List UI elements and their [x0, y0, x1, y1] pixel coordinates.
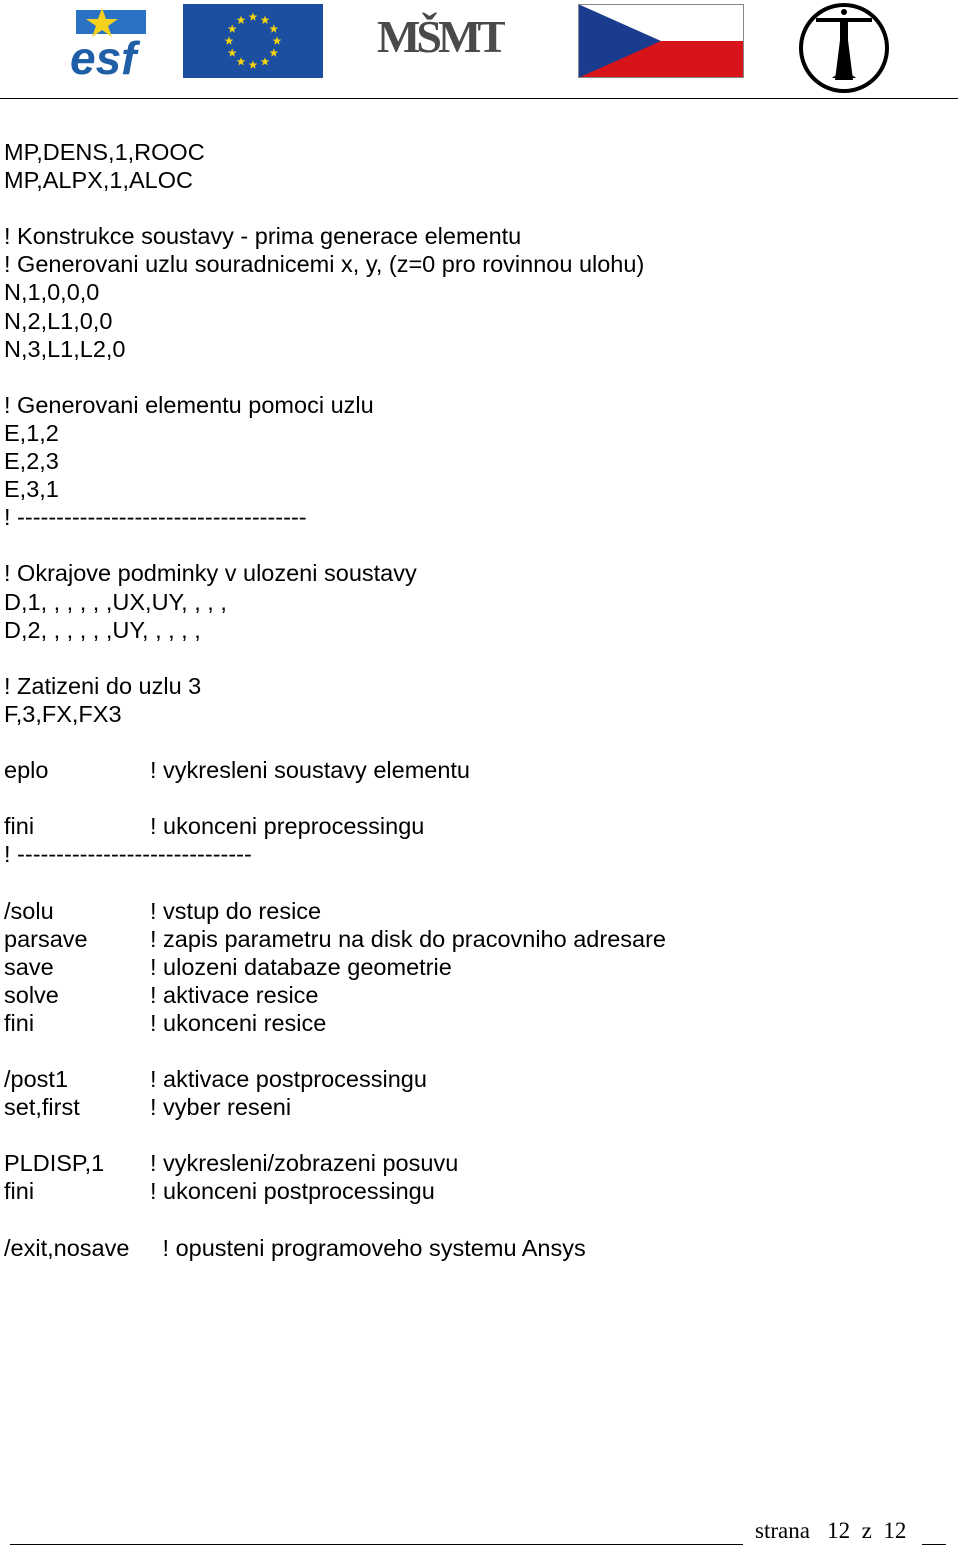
header-rule [0, 98, 958, 99]
page-current: 12 [827, 1518, 851, 1543]
code-comment: ! vykresleni/zobrazeni posuvu [150, 1150, 459, 1177]
code-comment: ! aktivace resice [150, 981, 319, 1008]
code-line [4, 363, 944, 391]
code-line [4, 531, 944, 559]
code-command: solve [4, 981, 59, 1008]
msmt-logo [375, 4, 505, 70]
code-line [4, 1206, 944, 1234]
code-line [4, 1037, 944, 1065]
page-total: 12 [883, 1518, 907, 1543]
code-comment: ! vstup do resice [150, 897, 322, 924]
code-line: N,2,L1,0,0 [4, 307, 113, 334]
code-command: fini [4, 813, 35, 840]
code-line [4, 1093, 944, 1121]
code-line [4, 981, 944, 1009]
footer-rule [10, 1544, 743, 1545]
code-line: E,1,2 [4, 419, 59, 446]
svg-text:MŠMT: MŠMT [377, 11, 505, 62]
code-command: fini [4, 1178, 35, 1205]
footer-rule-short [922, 1544, 946, 1545]
code-line: N,1,0,0,0 [4, 279, 100, 306]
page-of: z [861, 1518, 872, 1543]
code-command: fini [4, 1009, 35, 1036]
code-line [4, 644, 944, 672]
code-line: E,3,1 [4, 476, 59, 503]
code-line: ! ------------------------------------- [4, 504, 307, 531]
code-command: eplo [4, 757, 49, 784]
code-comment: ! aktivace postprocessingu [150, 1066, 427, 1093]
code-line: F,3,FX,FX3 [4, 700, 122, 727]
code-line [4, 925, 944, 953]
code-line: ! Konstrukce soustavy - prima generace elementu [4, 223, 522, 250]
code-command: parsave [4, 925, 88, 952]
university-logo [798, 2, 890, 94]
code-line [4, 1121, 944, 1149]
code-command: save [4, 953, 54, 980]
code-comment: ! vyber reseni [150, 1094, 292, 1121]
esf-logo [66, 4, 174, 78]
code-command: /solu [4, 897, 54, 924]
code-command: /exit,nosave [4, 1234, 130, 1261]
code-line [4, 868, 944, 896]
code-line: N,3,L1,L2,0 [4, 335, 126, 362]
code-line: MP,ALPX,1,ALOC [4, 167, 193, 194]
code-command: set,first [4, 1094, 80, 1121]
code-line: D,2, , , , , ,UY, , , , , [4, 616, 201, 643]
code-line: D,1, , , , , ,UX,UY, , , , [4, 588, 227, 615]
code-line [4, 1177, 944, 1205]
code-comment: ! zapis parametru na disk do pracovniho adresare [150, 925, 666, 952]
czech-flag-logo [578, 4, 744, 78]
code-line [4, 1149, 944, 1177]
code-line: ! ------------------------------ [4, 841, 252, 868]
code-comment: ! ukonceni resice [150, 1009, 327, 1036]
svg-text:esf: esf [70, 32, 137, 78]
code-line [4, 1234, 944, 1262]
code-command: PLDISP,1 [4, 1150, 105, 1177]
code-command: /post1 [4, 1066, 69, 1093]
code-line [4, 812, 944, 840]
page-number [755, 1518, 906, 1544]
code-comment: ! ukonceni preprocessingu [150, 813, 425, 840]
page-label: strana [755, 1518, 810, 1543]
code-line: MP,DENS,1,ROOC [4, 139, 205, 165]
code-line: ! Generovani uzlu souradnicemi x, y, (z=0 pro rovinnou ulohu) [4, 251, 645, 278]
code-comment: ! opusteni programoveho systemu Ansys [156, 1234, 586, 1261]
code-comment: ! ulozeni databaze geometrie [150, 953, 452, 980]
code-line [4, 1065, 944, 1093]
code-line [4, 784, 944, 812]
code-line [4, 897, 944, 925]
code-line [4, 1009, 944, 1037]
code-line: ! Generovani elementu pomoci uzlu [4, 391, 374, 418]
code-line [4, 756, 944, 784]
eu-flag-logo [183, 4, 323, 78]
code-line: E,2,3 [4, 448, 59, 475]
code-line [4, 194, 944, 222]
code-comment: ! vykresleni soustavy elementu [150, 757, 471, 784]
ansys-code-listing [4, 138, 944, 1262]
code-line [4, 728, 944, 756]
code-line [4, 953, 944, 981]
code-comment: ! ukonceni postprocessingu [150, 1178, 435, 1205]
code-line: ! Okrajove podminky v ulozeni soustavy [4, 560, 417, 587]
code-line: ! Zatizeni do uzlu 3 [4, 672, 202, 699]
